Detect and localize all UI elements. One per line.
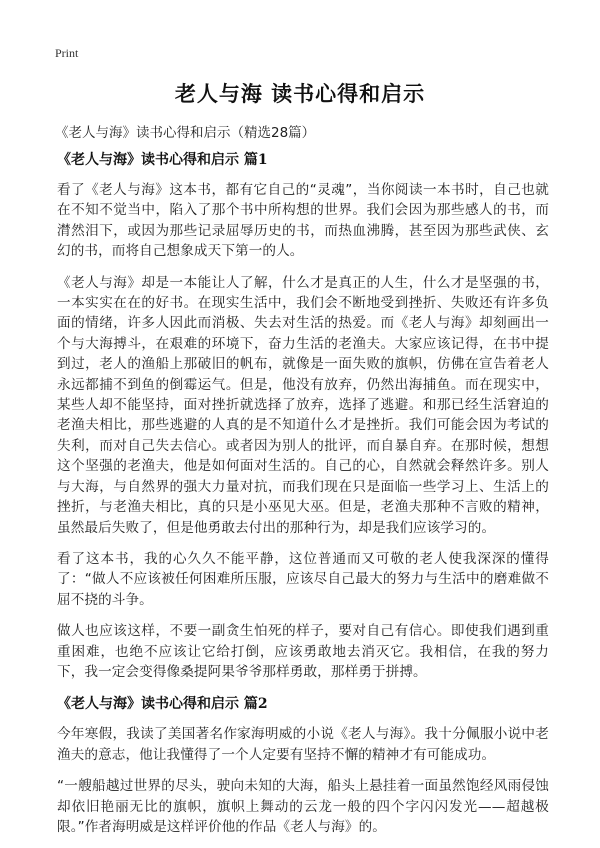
print-label[interactable]: Print: [55, 46, 79, 60]
section-heading: 《老人与海》读书心得和启示 篇2: [57, 696, 268, 713]
paragraph: 做人也应该这样，不要一副贪生怕死的样子，要对自己有信心。即使我们遇到重重困难，也绝不应该让它给打倒，应该勇敢地去消灭它。我相信，在我的努力下，我一定会变得像桑提阿果爷爷那样勇敢，那样勇于拼搏。: [57, 623, 549, 680]
paragraph: 今年寒假，我读了美国著名作家海明威的小说《老人与海》。我十分佩服小说中老渔夫的意志，他让我懂得了一个人定要有坚持不懈的精神才有可能成功。: [57, 726, 549, 763]
section-1: [57, 149, 549, 682]
paragraph: “一艘船越过世界的尽头，驶向未知的大海，船头上悬挂着一面虽然饱经风雨侵蚀却依旧艳丽无比的旗帜，旗帜上舞动的云龙一般的四个字闪闪发光——超越极限。”作者海明威是这样评价他的作品《老人与海》的。: [57, 778, 549, 835]
document-subtitle: 《老人与海》读书心得和启示（精选28篇）: [55, 125, 316, 141]
document-body: [57, 149, 549, 848]
paragraph: 看了《老人与海》这本书，都有它自己的“灵魂”，当你阅读一本书时，自己也就在不知不觉当中，陷入了那个书中所构想的世界。我们会因为那些感人的书，而潸然泪下，或因为那些记录屈辱历史的书，而热血沸腾，甚至因为那些武侠、玄幻的书，而将自己想象成天下第一的人。: [57, 182, 549, 260]
section-2: [57, 693, 549, 837]
page-title: 老人与海 读书心得和启示: [174, 82, 426, 106]
paragraph: 《老人与海》却是一本能让人了解，什么才是真正的人生，什么才是坚强的书，一本实实在在的好书。在现实生活中，我们会不断地受到挫折、失败还有许多负面的情绪，许多人因此而消极、失去对生活的热爱。而《老人与海》却刻画出一个与大海搏斗，在艰难的环境下，奋力生活的老渔夫。大家应该记得，在书中提到过，老人的渔船上那破旧的帆布，就像是一面失败的旗帜，仿佛在宣告着老人永远都捕不到鱼的倒霉运气。但是，他没有放弃，仍然出海捕鱼。而在现实中，某些人却不能坚持，面对挫折就选择了放弃，选择了逃避。和那已经生活窘迫的老渔夫相比，那些逃避的人真的是不知道什么才是挫折。我们可能会因为考试的失利，而对自己失去信心。或者因为别人的批评，而自暴自弃。在那时候，想想这个坚强的老渔夫，他是如何面对生活的。自己的心，自然就会释然许多。别人与大海，与自然界的强大力量对抗，而我们现在只是面临一些学习上、生活上的挫折，与老渔夫相比，真的只是小巫见大巫。但是，老渔夫那种不言败的精神，虽然最后失败了，但是他勇敢去付出的那种行为，却是我们应该学习的。: [57, 274, 549, 536]
paragraph: 看了这本书，我的心久久不能平静，这位普通而又可敬的老人使我深深的懂得了：“做人不应该被任何困难所压服，应该尽自己最大的努力与生活中的磨难做不屈不挠的斗争。: [57, 550, 549, 608]
section-heading: 《老人与海》读书心得和启示 篇1: [57, 152, 268, 168]
